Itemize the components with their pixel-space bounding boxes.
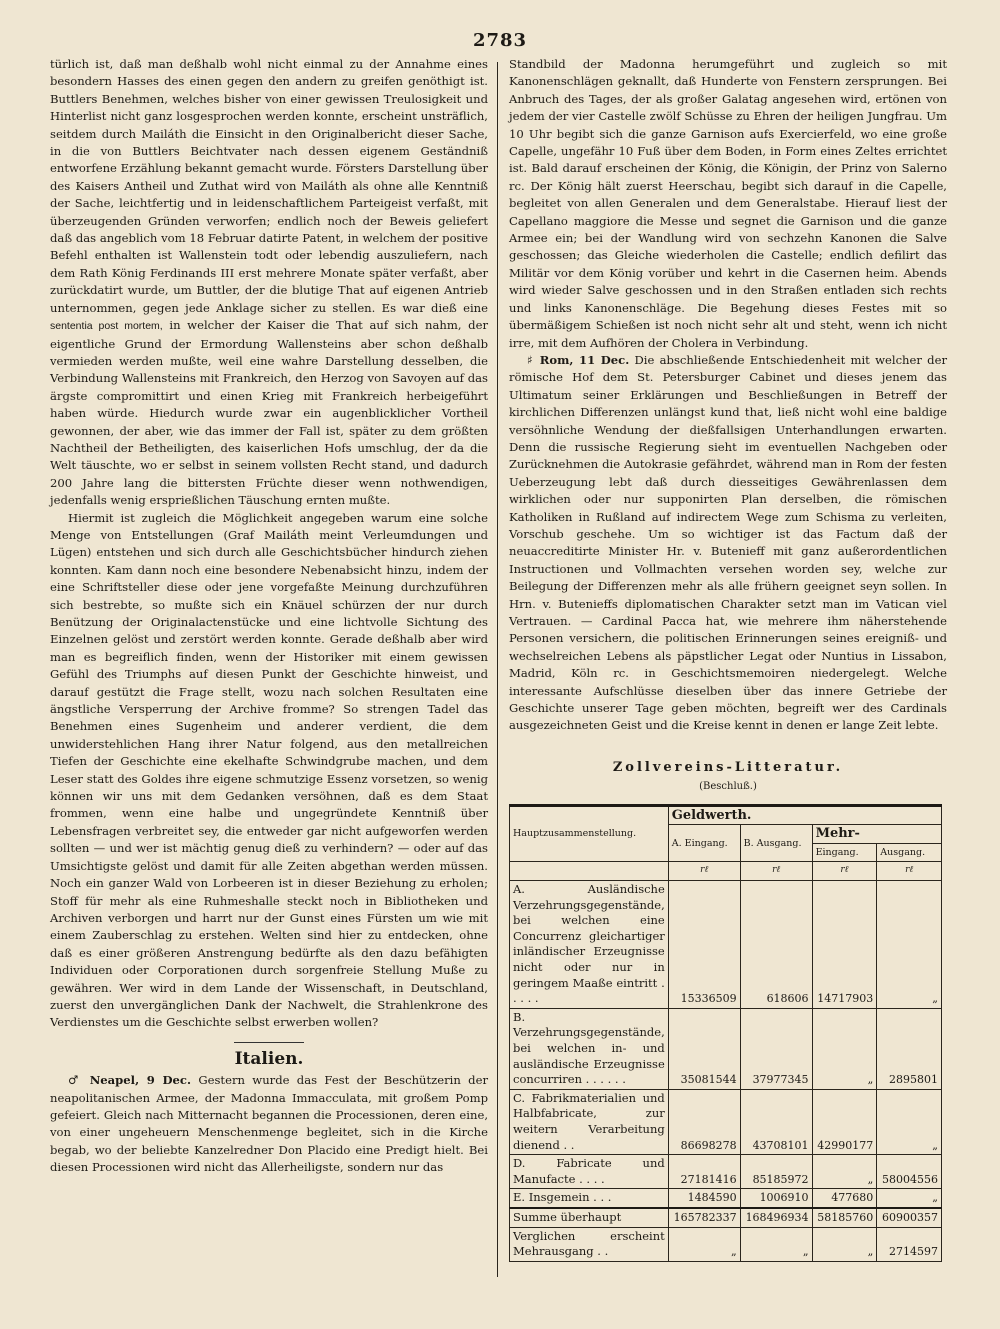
cell-mehr-ausgang: 2714597: [877, 1227, 942, 1261]
dateline: ♯ Rom, 11 Dec.: [527, 352, 630, 367]
cell-mehr-ausgang: 60900357: [877, 1208, 942, 1227]
header-col-b: B. Ausgang.: [740, 825, 812, 862]
latin-phrase: sententia post mortem,: [50, 320, 163, 333]
cell-mehr-ausgang: „: [877, 1189, 942, 1208]
cell-eingang: 165782337: [668, 1208, 740, 1227]
news-item-neapel: [50, 1072, 488, 1176]
unit-cell: rℓ: [877, 862, 942, 881]
table-row: [510, 1089, 942, 1154]
cell-eingang: 1484590: [668, 1189, 740, 1208]
right-column: [509, 56, 947, 1262]
row-label: A. Ausländische Verzehrungsgegenstände, bei welchen eine Concurrenz gleichartiger inländischer Erzeugnisse nicht oder nur in geringem Maaße eintritt . . . . .: [510, 881, 669, 1009]
column-divider: [497, 62, 498, 1277]
cell-ausgang: 618606: [740, 881, 812, 1009]
page-number: 2783: [472, 30, 528, 51]
cell-eingang: „: [668, 1227, 740, 1261]
cell-mehr-eingang: 477680: [812, 1189, 877, 1208]
table-row: [510, 1189, 942, 1208]
literature-subtitle: (Beschluß.): [699, 781, 757, 793]
table-row: [510, 1155, 942, 1189]
header-mehr: Mehr-: [812, 825, 941, 844]
cell-mehr-eingang: „: [812, 1227, 877, 1261]
cell-mehr-ausgang: 2895801: [877, 1008, 942, 1089]
section-title: Italien.: [234, 1048, 304, 1069]
header-main: Hauptzusammenstellung.: [510, 805, 669, 862]
text-segment: türlich ist, daß man deßhalb wohl nicht einmal zu der Annahme eines besondern Hasses des einen gegen den andern zu greifen genöthigt ist. Buttlers Benehmen, welches bisher von einer gewissen Treulosigkeit und Hinterlist nicht ganz losgesprochen werden konnte, erscheint unsträflich, seitdem durch Mailáth die Einsicht in den Originalbericht dieser Sache, in die von Buttlers Beichtvater nach dessen eigenem Geständniß entworfene Erzählung bekannt gemacht wurde. Försters Darstellung über des Kaisers Antheil und Zuthat wird von Mailáth als ohne alle Kenntniß der Sache, leichtfertig und in leidenschaftlichem Parteigeist verfaßt, mit überzeugenden Gründen verworfen; endlich noch der Beweis geliefert daß das angeblich vom 18 Februar datirte Patent, in welchem der positive Befehl enthalten ist Wallenstein todt oder lebendig auszuliefern, nach dem Rath König Ferdinands III erst mehrere Monate später verfaßt, aber zurückdatirt wurde, um Buttler, der die blutige That auf eigenen Antrieb unternommen, gegen jede Anklage sicher zu stellen. Es war dieß eine: [50, 57, 488, 315]
cell-eingang: 86698278: [668, 1089, 740, 1154]
article-paragraph: Standbild der Madonna herumgeführt und zugleich so mit Kanonenschlägen geknallt, daß Hunderte von Fenstern zersprungen. Bei Anbruch des Tages, der als großer Galatag angesehen wird, ertönen von jedem der vier Castelle zwölf Schüsse zu Ehren der heiligen Jungfrau. Um 10 Uhr begibt sich die ganze Garnison aufs Exercierfeld, wo eine große Capelle, ungefähr 10 Fuß über dem Boden, in Form eines Zeltes errichtet ist. Bald darauf erscheinen der König, die Königin, der Prinz von Salerno rc. Der König hält zuerst Heerschau, begibt sich darauf in die Capelle, begleitet von allen Generalen und dem Generalstabe. Hierauf liest der Capellano maggiore die Messe und segnet die Garnison und die ganze Armee ein; bei der Wandlung wird von sechzehn Kanonen die Salve geschossen; das Gleiche wiederholen die Castelle; endlich defilirt das Militär vor dem König vorüber und kehrt in die Casernen heim. Abends wird wieder Salve geschossen und in den Straßen entladen sich rechts und links Kanonenschläge. Die Begehung dieses Festes mit so übermäßigem Schießen ist noch nicht sehr alt und steht, wenn ich nicht irre, mit dem Aufhören der Cholera in Verbindung.: [509, 57, 947, 350]
cell-mehr-eingang: 58185760: [812, 1208, 877, 1227]
article-paragraph: [50, 56, 488, 510]
cell-mehr-ausgang: 58004556: [877, 1155, 942, 1189]
header-col-c: Eingang.: [812, 843, 877, 862]
cell-ausgang: 37977345: [740, 1008, 812, 1089]
unit-cell: rℓ: [740, 862, 812, 881]
cell-ausgang: 168496934: [740, 1208, 812, 1227]
cell-mehr-ausgang: „: [877, 1089, 942, 1154]
cell-mehr-eingang: „: [812, 1155, 877, 1189]
cell-eingang: 35081544: [668, 1008, 740, 1089]
article-paragraph: Hiermit ist zugleich die Möglichkeit angegeben warum eine solche Menge von Entstellungen (Graf Mailáth meint Verleumdungen und Lügen) entstehen und sich durch alle Geschichtsbücher hindurch ziehen konnten. Kam dann noch eine besondere Nebenabsicht hinzu, indem der eine Schriftsteller diese oder jene vorgefaßte Meinung durchzuführen sich bestrebte, so mußte sich ein Knäuel schürzen der nur durch Benützung der Originalactenstücke und eine lichtvolle Sichtung des Einzelnen gelöst und zerstört werden konnte. Gerade deßhalb aber wird man es begreiflich finden, wenn der Historiker mit einem gewissen Gefühl des Triumphs auf diesen Punkt der Geschichte hinweist, und darauf gestützt die Frage stellt, wozu nach solchen Resultaten eine ängstliche Versperrung der Archive fromme? So strengen Tadel das Benehmen eines Sugenheim und anderer verdient, die dem unwiderstehlichen Hang ihrer Natur folgend, aus den metallreichen Tiefen der Geschichte eine ekelhafte Schwindgrube machen, und dem Leser statt des Goldes ihre eigene schmutzige Essenz vorsetzen, so wenig können wir uns mit dem Gedanken versöhnen, daß es dem Staat frommen, wenn eine halbe und ungegründete Kenntniß über Lebensfragen verbreitet sey, die entweder gar nicht aufgeworfen werden sollten — und wer ist mächtig genug dieß zu verhindern? — oder auf das Umsichtigste gelöst und damit für alle Zeiten abgethan werden müssen. Noch ein ganzer Wald von Lorbeeren ist in dieser Beziehung zu erholen; Stoff für mehr als eine Ruhmeshalle steckt noch in Bibliotheken und Archiven verborgen und harrt nur der Gunst eines Fürsten um wie mit einem Zauberschlag zu erstehen. Welten sind hier zu entdecken, ohne daß es einer größeren Anstrengung bedürfte als den dazu befähigten Individuen oder Corporationen durch sorgenfreie Stellung Muße zu gewähren. Wer wird in dem Lande der Wissenschaft, in Deutschland, zuerst den unvergänglichen Dank der Nachwelt, die Strahlenkrone des Verdienstes um die Geschichte selbst erwerben wollen?: [50, 510, 488, 1030]
left-column: [50, 56, 488, 1177]
table-cell: [510, 862, 669, 881]
header-col-a: A. Eingang.: [668, 825, 740, 862]
unit-row: [510, 862, 942, 881]
unit-cell: rℓ: [812, 862, 877, 881]
section-separator: [234, 1042, 304, 1043]
cell-ausgang: 1006910: [740, 1189, 812, 1208]
header-col-d: Ausgang.: [877, 843, 942, 862]
row-label: B. Verzehrungsgegenstände, bei welchen in- und ausländische Erzeugnisse concurriren . . . . . .: [510, 1008, 669, 1089]
row-label: E. Insgemein . . .: [510, 1189, 669, 1208]
cell-ausgang: „: [740, 1227, 812, 1261]
news-text: Gestern wurde das Fest der Beschützerin der neapolitanischen Armee, der Madonna Immacculata, mit großem Pomp gefeiert. Gleich nach Mitternacht begannen die Processionen, deren eine, von einer ungeheuern Menschenmenge begleitet, sich in die Kirche begab, wo der beliebte Kanzelredner Don Placido eine Predigt hielt. Bei diesen Processionen wird nicht das Allerheiligste, sondern nur das: [50, 1073, 488, 1175]
cell-ausgang: 43708101: [740, 1089, 812, 1154]
unit-cell: rℓ: [668, 862, 740, 881]
cell-mehr-eingang: „: [812, 1008, 877, 1089]
cell-mehr-ausgang: „: [877, 881, 942, 1009]
cell-eingang: 15336509: [668, 881, 740, 1009]
cell-mehr-eingang: 14717903: [812, 881, 877, 1009]
news-item-rom: [509, 352, 947, 735]
text-segment: in welcher der Kaiser die That auf sich nahm, der eigentliche Grund der Ermordung Wallensteins aber schon deßhalb vermieden werden mußte, weil eine wahre Darstellung desselben, die Verbindung Wallensteins mit Frankreich, den Herzog von Savoyen auf das ärgste compromittirt und einen Krieg mit Frankreich herbeigeführt haben würde. Hiedurch wurde zwar ein augenblicklicher Vortheil gewonnen, der aber, wie das immer der Fall ist, später zu dem größten Nachtheil der Betheiligten, des kaiserlichen Hofs umschlug, der da die Welt täuschte, wo er selbst in seinem vollsten Recht stand, und dadurch 200 Jahre lang die bittersten Früchte dieser wenn nothwendigen, jedenfalls wenig ersprießlichen Täuschung ernten mußte.: [50, 318, 488, 508]
dateline: ♂ Neapel, 9 Dec.: [68, 1073, 192, 1088]
row-label: Verglichen erscheint Mehrausgang . .: [510, 1227, 669, 1261]
cell-mehr-eingang: 42990177: [812, 1089, 877, 1154]
table-header-row: [510, 805, 942, 825]
news-text: Die abschließende Entschiedenheit mit welcher der römische Hof dem St. Petersburger Cabinet und dieses jenem das Ultimatum seiner Erklärungen und Beschließungen in Betreff der kirchlichen Differenzen unlängst kund that, ließ nicht wohl eine baldige versöhnliche Wendung der dießfallsigen Unterhandlungen erwarten. Denn die russische Regierung sieht im eventuellen Nachgeben oder Zurücknehmen die Autokrasie gefährdet, während man in Rom der festen Ueberzeugung lebt daß durch diesseitiges Gewährenlassen dem wirklichen oder nur supponirten Plan derselben, die römischen Katholiken in Rußland auf indirectem Wege zum Schisma zu verleiten, Vorschub geschehe. Um so wichtiger ist das Factum daß der neuaccreditirte Minister Hr. v. Butenieff mit ganz außerordentlichen Instructionen und Vollmachten versehen worden sey, welche zur Beilegung der Differenzen mehr als alle frühern geeignet seyn sollen. In Hrn. v. Butenieffs diplomatischen Charakter setzt man im Vatican viel Vertrauen. — Cardinal Pacca hat, wie mehrere ihm näherstehende Personen versichern, die politischen Erinnerungen seines ereigniß- und wechselreichen Lebens als päpstlicher Legat oder Nuntius in Lissabon, Madrid, Köln rc. in Geschichtsmemoiren niedergelegt. Welche interessante Aufschlüsse dieselben über das innere Getriebe der Geschichte unserer Tage geben möchten, begreift wer des Cardinals ausgezeichneten Geist und die Kreise kennt in denen er lange Zeit lebte.: [509, 352, 947, 733]
row-label: D. Fabricate und Manufacte . . . .: [510, 1155, 669, 1189]
sum-row: [510, 1208, 942, 1227]
row-label: Summe überhaupt: [510, 1208, 669, 1227]
literature-title: Zollvereins-Litteratur.: [612, 759, 844, 775]
cell-eingang: 27181416: [668, 1155, 740, 1189]
comparison-row: [510, 1227, 942, 1261]
table-row: [510, 881, 942, 1009]
trade-table: [509, 804, 942, 1262]
header-group: Geldwerth.: [668, 805, 941, 825]
row-label: C. Fabrikmaterialien und Halbfabricate, zur weitern Verarbeitung dienend . .: [510, 1089, 669, 1154]
table-row: [510, 1008, 942, 1089]
cell-ausgang: 85185972: [740, 1155, 812, 1189]
